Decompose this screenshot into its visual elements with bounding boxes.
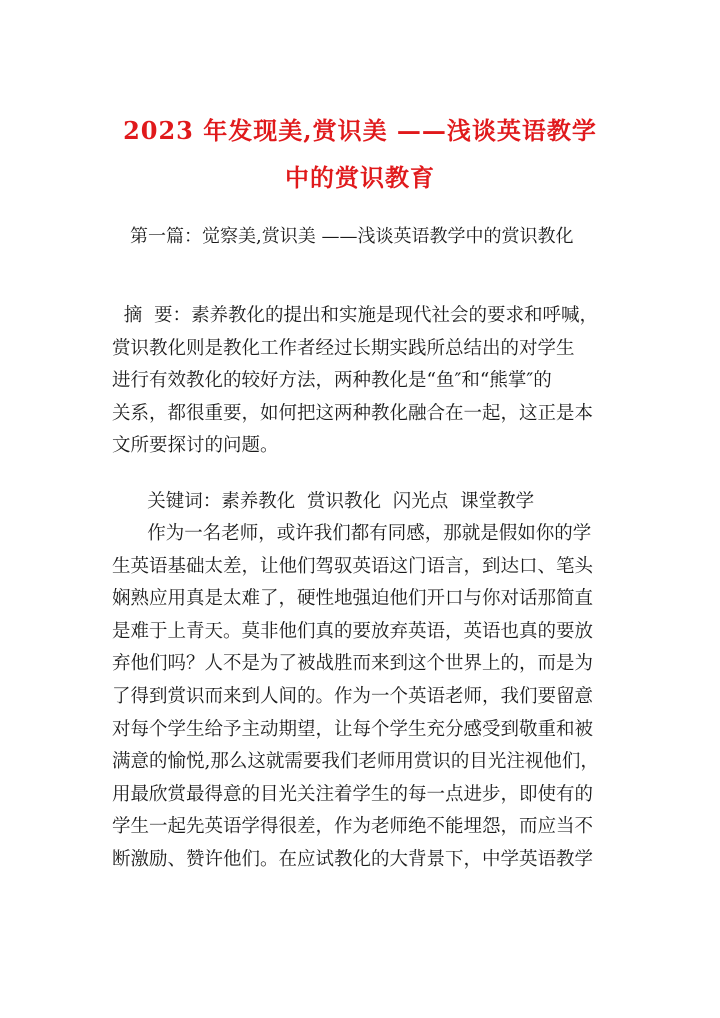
abstract-line: 进行有效教化的较好方法，两种教化是“鱼″和“熊掌″的 (112, 370, 552, 392)
body-line: 娴熟应用真是太难了，硬性地强迫他们开口与你对话那简直 (112, 588, 594, 610)
keywords-line: 关键词：素养教化 赏识教化 闪光点 课堂教学 (112, 491, 535, 512)
body-line: 作为一名老师，或许我们都有同感，那就是假如你的学 (112, 523, 592, 544)
abstract-line: 文所要探讨的问题。 (112, 435, 279, 457)
body-line: 弃他们吗？人不是为了被战胜而来到这个世界上的，而是为 (112, 653, 594, 675)
chapter-heading: 第一篇：觉察美,赏识美 ——浅谈英语教学中的赏识教化 (130, 226, 574, 247)
abstract-line: 摘 要：素养教化的提出和实施是现代社会的要求和呼喊， (112, 305, 599, 326)
body-line: 学生一起先英语学得很差，作为老师绝不能埋怨，而应当不 (112, 816, 594, 838)
body-line: 了得到赏识而来到人间的。作为一个英语老师，我们要留意 (112, 685, 594, 707)
abstract-line: 关系，都很重要，如何把这两种教化融合在一起，这正是本 (112, 402, 594, 424)
keywords-paragraph (112, 486, 612, 519)
body-line: 满意的愉悦,那么这就需要我们老师用赏识的目光注视他们， (112, 751, 599, 773)
body-line: 断激励、赞许他们。在应试教化的大背景下，中学英语教学 (112, 848, 594, 870)
body-paragraph (112, 518, 612, 877)
body-line: 对每个学生给予主动期望，让每个学生充分感受到敬重和被 (112, 718, 594, 740)
body-line: 用最欣赏最得意的目光关注着学生的每一点进步，即使有的 (112, 783, 594, 805)
abstract-line: 赏识教化则是教化工作者经过长期实践所总结出的对学生 (112, 337, 575, 359)
body-line: 是难于上青天。莫非他们真的要放弃英语，英语也真的要放 (112, 620, 594, 642)
body-line: 生英语基础太差，让他们驾驭英语这门语言，到达口、笔头 (112, 555, 594, 577)
document-title-line-2: 中的赏识教育 (285, 163, 435, 192)
abstract-paragraph (112, 300, 612, 463)
document-title-line-1: 2023 年发现美,赏识美 ——浅谈英语教学 (123, 116, 597, 145)
